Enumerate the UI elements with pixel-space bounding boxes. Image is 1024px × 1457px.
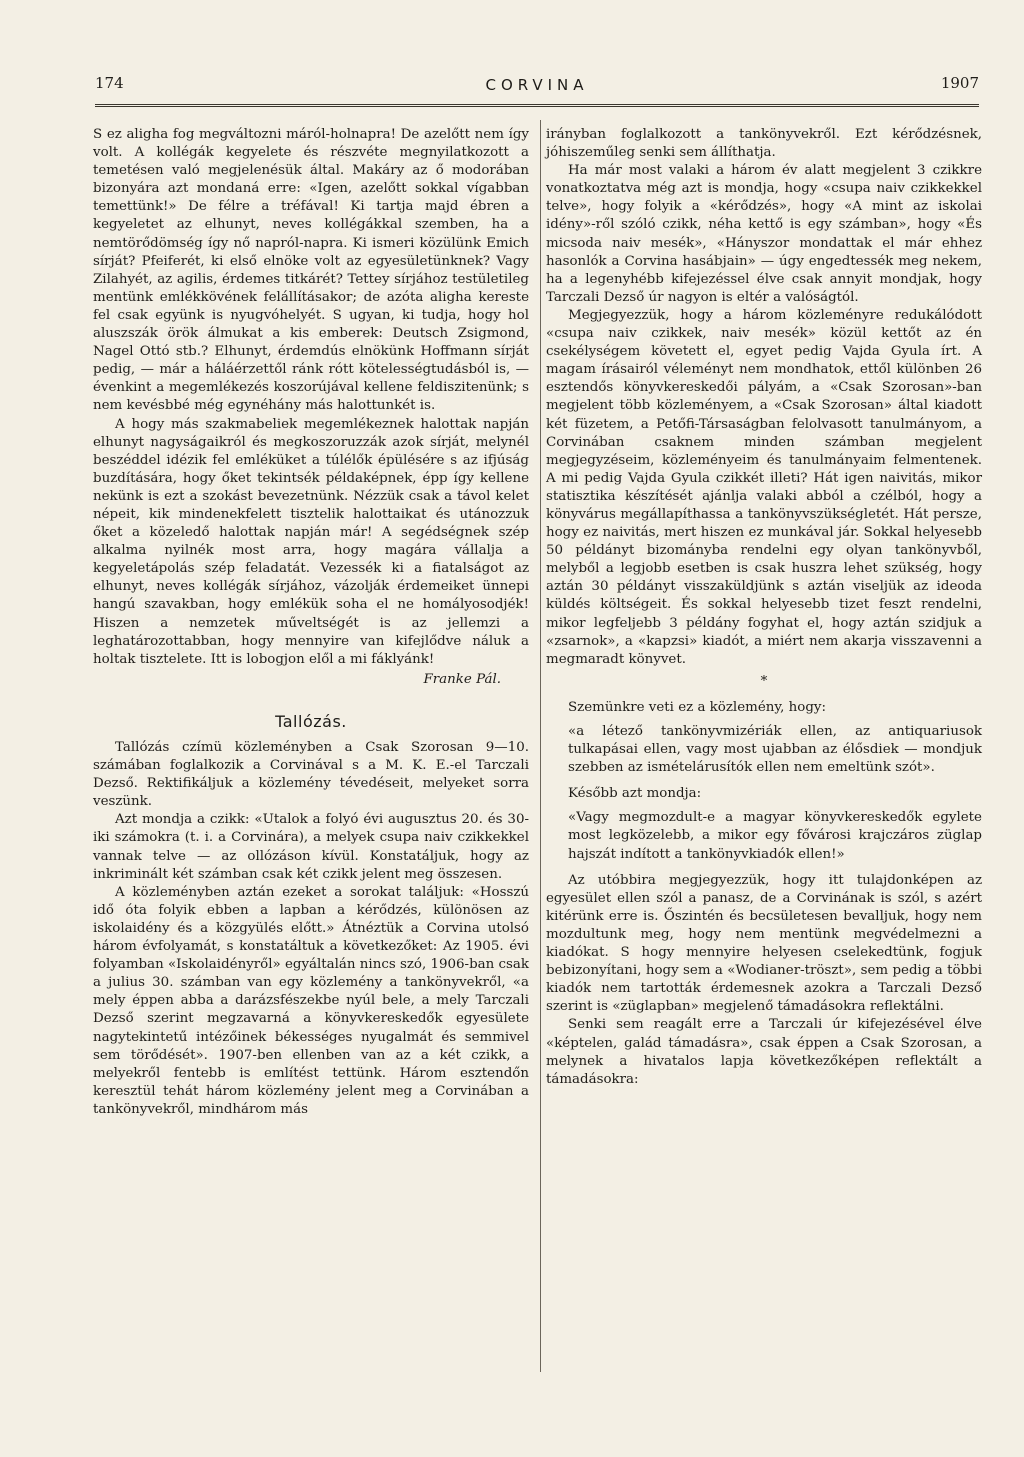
- paragraph: Azt mondja a czikk: «Utalok a folyó évi augusztus 20. és 30-iki számokra (t. i. a Corvinára), a melyek csupa naiv czikkekkel vannak telve — az ollózáson kívül. Konstatáljuk, hogy az inkriminált két számban csak két czikk jelent meg összesen.: [93, 812, 529, 882]
- column-divider: [540, 120, 541, 1372]
- paragraph: irányban foglalkozott a tankönyvekről. Ezt kérődzésnek, jóhiszeműleg senki sem állíthatja.: [546, 127, 982, 161]
- paragraph: Az utóbbira megjegyezzük, hogy itt tulajdonképen az egyesület ellen szól a panasz, de a Corvinának is szól, s azért kitérünk erre is. Őszintén és becsületesen bevalljuk, hogy nem mozdultunk meg, hogy nem mentünk megvédelmezni a kiadókat. S hogy mennyire helyesen cselekedtünk, fogjuk bebizonyítani, hogy sem a «Wodianer-tröszt», sem pedig a többi kiadók nem tartották érdemesnek azokra a Tarczali Dezső szerint is «züglapban» megjelenő támadásokra reflektálni.: [546, 872, 982, 1015]
- page-number: 174: [95, 74, 124, 92]
- block-quote: [568, 809, 982, 863]
- header-rule: [95, 104, 979, 107]
- quote-text: «Vagy megmozdult-e a magyar könyvkereskedők egylete most legközelebb, a mikor egy fővárosi krajczáros züglap hajszát indított a tankönyvkiadók ellen!»: [568, 810, 982, 862]
- section-separator: *: [760, 673, 768, 689]
- paragraph: Ha már most valaki a három év alatt megjelent 3 czikkre vonatkoztatva még azt is mondja, hogy «csupa naiv czikkekkel telve», hogy folyik a «kérődzés», hogy «A mint az iskolai idény»-ről szóló czikk, néha kettő is egy számban», hogy «És micsoda naiv mesék», «Hányszor mondattak el már ehhez hasonlók a Corvina hasábjain» — úgy engedtessék meg nekem, ha a legenyhébb kifejezéssel élve csak annyit mondjak, hogy Tarczali Dezső úr nagyon is eltér a valóságtól.: [546, 163, 982, 305]
- paragraph: A hogy más szakmabeliek megemlékeznek halottak napján elhunyt nagyságaikról és megkoszoruzzák azok sírját, melynél beszéddel idézik fel emléküket a túlélők épülésére s az ifjúság buzdítására, hogy őket tekintsék példaképnek, épp így kellene nekünk is ezt a szokást bevezetnünk. Nézzük csak a távol kelet népeit, kik mindenekfelett tisztelik halottaikat és utánozzuk őket a közeledő halottak napján már! A segédségnek szép alkalma nyilnék most arra, hogy magára vállalja a kegyeletápolás szép feladatát. Vezessék ki a fiatalságot az elhunyt, neves kollégák sírjához, vázolják érdemeiket ünnepi hangú szavakban, hogy emlékük soha el ne homályosodjék! Hiszen a nemzetek műveltségét is az jellemzi a leghatározottabban, hogy mennyire van kifejlődve náluk a holtak tisztelete. Itt is lobogjon elől a mi fáklyánk!: [93, 416, 529, 667]
- paragraph: Szemünkre veti ez a közlemény, hogy:: [568, 699, 826, 715]
- signature: Franke Pál.: [423, 671, 501, 687]
- running-title: CORVINA: [485, 76, 589, 94]
- paragraph: S ez aligha fog megváltozni máról-holnapra! De azelőtt nem így volt. A kollégák kegyelete és részvéte megnyilatkozott a temetésen való megjelenésük által. Makáry az ő modorában bizonyára azt mondaná erre: «Igen, azelőtt sokkal vígabban temettünk!» De félre a tréfával! Ki tartja majd ébren a kegyeletet az elhunyt, neves kollégákkal szemben, ha a nemtörődömség így nő napról-napra. Ki ismeri közülünk Emich sírját? Pfeiferét, ki első elnöke volt az egyesületünknek? Vagy Zilahyét, az agilis, érdemes titkárét? Tettey sírjához testületileg mentünk emlékkövének felállításakor; de azóta aligha kereste fel csak együnk is nyugvóhelyét. S ugyan, ki tudja, hogy hol aluszszák örök álmukat a kis emberek: Deutsch Zsigmond, Nagel Ottó stb.? Elhunyt, érdemdús elnökünk Hoffmann sírját pedig, — már a háláérzettől ránk rótt kötelességtudásból is, — évenkint a megemlékezés koszorújával kellene feldiszitenünk; s nem kevésbbé még egynéhány más halottunkét is.: [93, 127, 529, 414]
- paragraph: A közleményben aztán ezeket a sorokat találjuk: «Hosszú idő óta folyik ebben a lapban a kérődzés, különösen az iskolaidény és a közgyülés előtt.» Átnéztük a Corvina utolsó három évfolyamát, s konstatáltuk a következőket: Az 1905. évi folyamban «Iskolaidényről» egyáltalán nincs szó, 1906-ban csak a julius 30. számban van egy közlemény a tankönyvekről, «a mely éppen abba a darázsfészekbe nyúl bele, a mely Tarczali Dezső szerint megzavarná a könyvkereskedők egyesülete nagytekintetű intézőinek békességes nyugalmát és semmivel sem törődését». 1907-ben ellenben van az a két czikk, a melyekről fentebb is említést tettünk. Három esztendőn keresztül tehát három közlemény jelent meg a Corvinában a tankönyvekről, mindhárom más: [93, 884, 529, 1117]
- block-quote: [568, 723, 982, 777]
- paragraph: Senki sem reagált erre a Tarczali úr kifejezésével élve «képtelen, galád támadásra», csak éppen a Csak Szorosan, a melynek a hivatalos lapja következőképen reflektált a támadásokra:: [546, 1017, 982, 1087]
- section-title: Tallózás.: [275, 711, 347, 731]
- year: 1907: [940, 74, 979, 92]
- quote-text: «a létező tankönyvmizériák ellen, az antiquariusok tulkapásai ellen, vagy most ujabban az élősdiek — mondjuk szebben az ismételárusítók ellen nem emeltünk szót».: [568, 724, 982, 776]
- left-column: [93, 126, 529, 1119]
- page-header: [95, 74, 979, 104]
- right-column: [546, 126, 982, 1089]
- paragraph: Később azt mondja:: [568, 786, 702, 802]
- paragraph: Megjegyezzük, hogy a három közleményre redukálódott «csupa naiv czikkek, naiv mesék» közül kettőt az én csekélységem követett el, egyet pedig Vajda Gyula írt. A magam írásairól véleményt nem mondhatok, ettől különben 26 esztendős könyvkereskedői pályám, a «Csak Szorosan»-ban megjelent több közleményem, a «Csak Szorosan» által kiadott két füzetem, a Petőfi-Társaságban felolvasott tanulmányom, a Corvinában csaknem minden számban megjelent megjegyzéseim, közleményeim és tanulmányaim felmentenek. A mi pedig Vajda Gyula czikkét illeti? Hát igen naivitás, mikor statisztika készítését ajánlja valaki abból a czélból, hogy a könyvárus megállapíthassa a tankönyvszükségletét. Hát persze, hogy ez naivitás, mert hiszen ez munkával jár. Sokkal helyesebb 50 példányt bizományba rendelni egy olyan tankönyvből, melyből a legjobb esetben is csak huszra lehet szükség, hogy aztán 30 példányt visszaküldjünk s aztán viseljük az ideoda küldés költségeit. És sokkal helyesebb tizet feszt rendelni, mikor legfeljebb 3 példány fogyhat el, hogy aztán szidjuk a «zsarnok», a «kapzsi» kiadót, a miért nem akarja visszavenni a megmaradt könyvet.: [546, 307, 982, 667]
- paragraph: Tallózás czímü közleményben a Csak Szorosan 9—10. számában foglalkozik a Corvinával s a M. K. E.-el Tarczali Dezső. Rektifikáljuk a közlemény tévedéseit, melyeket sorra veszünk.: [93, 740, 529, 810]
